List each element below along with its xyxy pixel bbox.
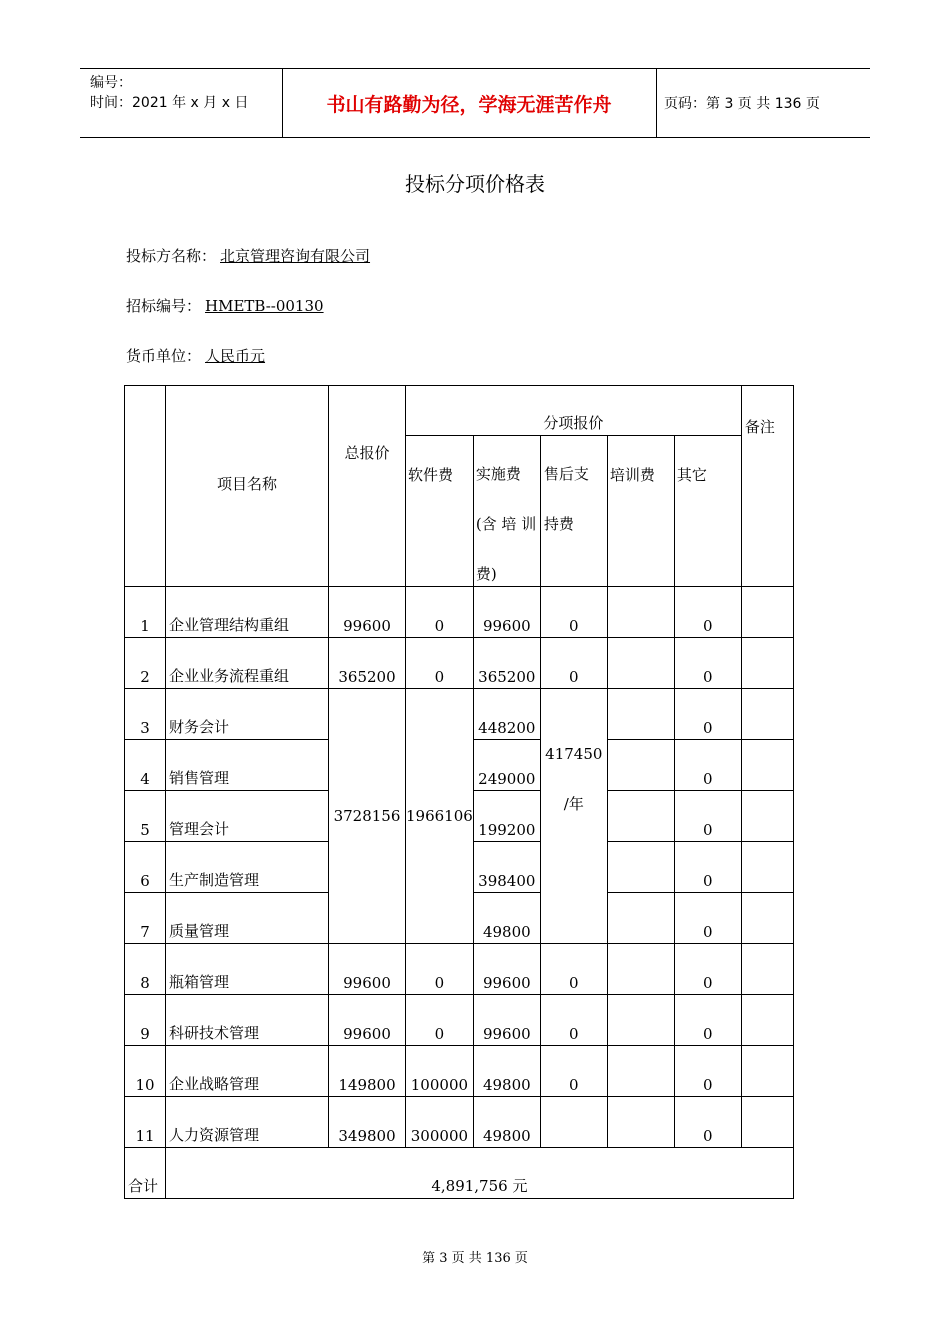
table-row: [125, 587, 794, 638]
row-total: 149800: [329, 1046, 406, 1097]
merged-support-1: 417450: [545, 745, 603, 763]
sum-row: [125, 1148, 794, 1199]
row-no: 9: [125, 995, 166, 1046]
row-other: 0: [674, 740, 741, 791]
sum-label: 合计: [125, 1148, 166, 1199]
row-software: 100000: [406, 1046, 474, 1097]
row-no: 7: [125, 893, 166, 944]
row-training: [607, 689, 674, 740]
header-page-info: 页码：第 3 页 共 136 页: [664, 96, 820, 112]
remark-header-text: 备注: [744, 418, 775, 436]
row-name: 财务会计: [166, 689, 329, 740]
row-impl: 99600: [473, 944, 540, 995]
row-remark: [741, 740, 793, 791]
row-training: [607, 944, 674, 995]
table-row: [125, 689, 794, 740]
row-name: 瓶箱管理: [166, 944, 329, 995]
row-training: [607, 1097, 674, 1148]
page-header: [80, 68, 870, 138]
document-title: 投标分项价格表: [405, 172, 545, 196]
row-training: [607, 1046, 674, 1097]
row-impl: 199200: [473, 791, 540, 842]
row-support: 0: [540, 1046, 607, 1097]
row-other: 0: [674, 1097, 741, 1148]
training-header: [607, 436, 674, 587]
row-name: 企业战略管理: [166, 1046, 329, 1097]
row-impl: 99600: [473, 995, 540, 1046]
row-name: 管理会计: [166, 791, 329, 842]
row-impl: 249000: [473, 740, 540, 791]
row-remark: [741, 842, 793, 893]
impl-header-3: 费): [475, 565, 497, 583]
impl-header-2: (含 培 训: [475, 515, 537, 533]
sub-header: [406, 386, 742, 436]
row-name: 企业业务流程重组: [166, 638, 329, 689]
row-no: 5: [125, 791, 166, 842]
table-row: [125, 1046, 794, 1097]
row-name: 企业管理结构重组: [166, 587, 329, 638]
header-divider: [656, 69, 657, 137]
remark-header: [741, 386, 793, 587]
row-software: 300000: [406, 1097, 474, 1148]
row-software: 0: [406, 944, 474, 995]
row-software: 0: [406, 995, 474, 1046]
row-remark: [741, 791, 793, 842]
row-training: [607, 791, 674, 842]
currency-field: [126, 345, 269, 366]
page-footer: 第 3 页 共 136 页: [422, 1251, 528, 1266]
support-header-1: 售后支: [543, 465, 589, 483]
row-training: [607, 638, 674, 689]
row-training: [607, 740, 674, 791]
row-total: 99600: [329, 995, 406, 1046]
tender-field: [126, 295, 328, 316]
sum-value: 4,891,756 元: [166, 1148, 794, 1199]
row-no: 1: [125, 587, 166, 638]
row-no: 4: [125, 740, 166, 791]
software-header: [406, 436, 474, 587]
number-label: 编号：: [90, 75, 132, 91]
impl-header-1: 实施费: [475, 465, 521, 483]
row-name: 科研技术管理: [166, 995, 329, 1046]
row-other: 0: [674, 842, 741, 893]
merged-software: 1966106: [406, 689, 474, 944]
row-training: [607, 893, 674, 944]
support-header-2: 持费: [543, 515, 574, 533]
merged-total: 3728156: [329, 689, 406, 944]
row-no: 2: [125, 638, 166, 689]
row-no: 8: [125, 944, 166, 995]
sub-header-text: 分项报价: [543, 414, 604, 432]
row-other: 0: [674, 791, 741, 842]
no-header: [125, 386, 166, 587]
row-impl: 49800: [473, 893, 540, 944]
other-header: [674, 436, 741, 587]
row-total: 99600: [329, 944, 406, 995]
training-header-text: 培训费: [609, 466, 655, 484]
row-support: [540, 1097, 607, 1148]
merged-support: [540, 689, 607, 944]
row-support: 0: [540, 995, 607, 1046]
row-impl: 49800: [473, 1046, 540, 1097]
table-row: [125, 638, 794, 689]
row-training: [607, 842, 674, 893]
header-meta: [90, 73, 248, 113]
project-header: [166, 386, 329, 587]
row-no: 3: [125, 689, 166, 740]
row-remark: [741, 689, 793, 740]
row-total: 99600: [329, 587, 406, 638]
tender-label: 招标编号：: [126, 297, 202, 315]
row-other: 0: [674, 944, 741, 995]
row-total: 349800: [329, 1097, 406, 1148]
support-header: [540, 436, 607, 587]
total-header: [329, 386, 406, 587]
row-other: 0: [674, 995, 741, 1046]
row-remark: [741, 893, 793, 944]
row-name: 人力资源管理: [166, 1097, 329, 1148]
row-support: 0: [540, 587, 607, 638]
price-table: [124, 385, 794, 1199]
table-row: [125, 944, 794, 995]
row-other: 0: [674, 638, 741, 689]
row-other: 0: [674, 587, 741, 638]
row-other: 0: [674, 893, 741, 944]
row-no: 11: [125, 1097, 166, 1148]
row-impl: 99600: [473, 587, 540, 638]
impl-header: [473, 436, 540, 587]
row-remark: [741, 995, 793, 1046]
total-header-text: 总报价: [344, 444, 390, 462]
row-impl: 398400: [473, 842, 540, 893]
currency-value: 人民币元: [205, 347, 266, 365]
software-header-text: 软件费: [408, 466, 454, 484]
row-remark: [741, 1097, 793, 1148]
row-training: [607, 587, 674, 638]
table-row: [125, 1097, 794, 1148]
row-no: 10: [125, 1046, 166, 1097]
project-header-text: 项目名称: [216, 474, 277, 493]
row-impl: 49800: [473, 1097, 540, 1148]
time-label: 时间：2021 年 x 月 x 日: [90, 95, 249, 111]
other-header-text: 其它: [676, 466, 707, 484]
row-impl: 448200: [473, 689, 540, 740]
row-name: 销售管理: [166, 740, 329, 791]
row-total: 365200: [329, 638, 406, 689]
row-remark: [741, 638, 793, 689]
table-row: [125, 995, 794, 1046]
row-remark: [741, 944, 793, 995]
row-no: 6: [125, 842, 166, 893]
row-support: 0: [540, 944, 607, 995]
row-name: 质量管理: [166, 893, 329, 944]
tender-value: HMETB--00130: [205, 297, 324, 315]
row-support: 0: [540, 638, 607, 689]
merged-support-2: /年: [563, 795, 584, 813]
row-remark: [741, 1046, 793, 1097]
bidder-field: [126, 245, 374, 266]
row-other: 0: [674, 689, 741, 740]
row-other: 0: [674, 1046, 741, 1097]
bidder-value: 北京管理咨询有限公司: [220, 247, 371, 265]
header-motto: 书山有路勤为径，学海无涯苦作舟: [326, 93, 612, 116]
currency-label: 货币单位：: [126, 347, 202, 365]
row-software: 0: [406, 587, 474, 638]
row-name: 生产制造管理: [166, 842, 329, 893]
bidder-label: 投标方名称：: [126, 247, 217, 265]
row-impl: 365200: [473, 638, 540, 689]
row-remark: [741, 587, 793, 638]
row-training: [607, 995, 674, 1046]
row-software: 0: [406, 638, 474, 689]
